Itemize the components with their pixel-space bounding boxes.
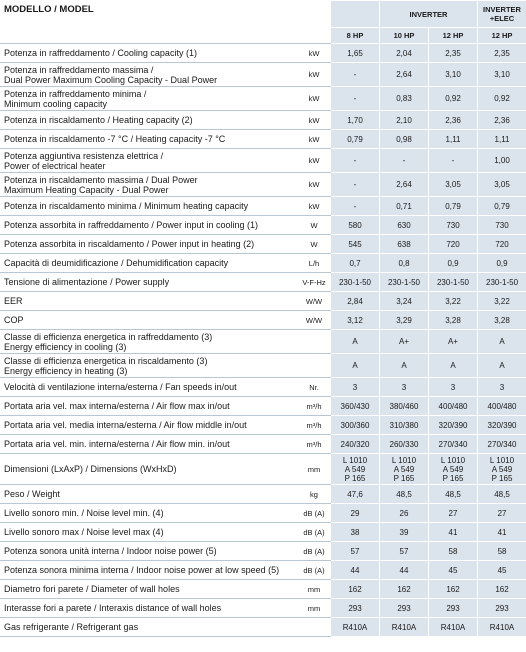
spec-value: 44: [380, 561, 429, 580]
spec-label: [1, 454, 298, 485]
spec-label-line: Energy efficiency in heating (3): [4, 365, 128, 376]
spec-label-line: Dual Power Maximum Cooling Capacity - Dual Power: [4, 74, 218, 85]
spec-value: 3,24: [380, 292, 429, 311]
spec-value: -: [331, 149, 380, 173]
spec-value: 630: [380, 216, 429, 235]
spec-value: [429, 454, 478, 485]
spec-label-line: Capacità di deumidificazione / Dehumidification capacity: [4, 258, 229, 268]
spec-value: 230-1-50: [331, 273, 380, 292]
spec-value: 240/320: [331, 435, 380, 454]
spec-value-line: A 549: [442, 464, 464, 474]
spec-unit: kW: [298, 130, 331, 149]
spec-label: [1, 354, 298, 378]
spec-row: [1, 197, 526, 216]
spec-value-line: L 1010: [440, 455, 466, 465]
spec-label-line: Potenza in raffreddamento / Cooling capacity (1): [4, 48, 197, 58]
spec-unit: kW: [298, 63, 331, 87]
spec-label: [1, 87, 298, 111]
spec-value: 3,12: [331, 311, 380, 330]
model-header-12hp-elec: 12 HP: [478, 28, 526, 44]
spec-unit: kW: [298, 111, 331, 130]
spec-value: 27: [429, 504, 478, 523]
spec-unit: mm: [298, 454, 331, 485]
spec-row: [1, 435, 526, 454]
spec-label: [1, 542, 298, 561]
spec-value: 300/360: [331, 416, 380, 435]
spec-value: 2,10: [380, 111, 429, 130]
spec-value-line: P 165: [393, 473, 415, 483]
spec-table-body: [1, 44, 526, 637]
spec-unit: kW: [298, 87, 331, 111]
spec-value: 2,35: [478, 44, 526, 63]
spec-value: 230-1-50: [380, 273, 429, 292]
spec-value: 3,22: [429, 292, 478, 311]
spec-value: 58: [429, 542, 478, 561]
spec-value: R410A: [478, 618, 526, 637]
spec-value: 27: [478, 504, 526, 523]
unit-header-cell: [298, 1, 331, 44]
spec-unit: [298, 330, 331, 354]
spec-unit: dB (A): [298, 523, 331, 542]
spec-value: 2,04: [380, 44, 429, 63]
spec-label-line: Livello sonoro max / Noise level max (4): [4, 527, 164, 537]
spec-value: 48,5: [478, 485, 526, 504]
spec-unit: Nr.: [298, 378, 331, 397]
spec-value: 29: [331, 504, 380, 523]
spec-value: 293: [429, 599, 478, 618]
spec-value: 162: [478, 580, 526, 599]
spec-value: 730: [478, 216, 526, 235]
spec-value: R410A: [429, 618, 478, 637]
spec-label-line: EER: [4, 296, 23, 306]
spec-value: 3,10: [478, 63, 526, 87]
spec-value: 2,84: [331, 292, 380, 311]
spec-row: [1, 149, 526, 173]
spec-value: 3,05: [429, 173, 478, 197]
spec-value: 3,28: [429, 311, 478, 330]
spec-value: 162: [429, 580, 478, 599]
spec-value: 260/330: [380, 435, 429, 454]
group-header-inverter: INVERTER: [380, 1, 478, 28]
spec-value: 3: [429, 378, 478, 397]
spec-unit: W/W: [298, 292, 331, 311]
spec-unit: [298, 354, 331, 378]
spec-unit: V-F-Hz: [298, 273, 331, 292]
spec-value: 545: [331, 235, 380, 254]
spec-value-line: L 1010: [391, 455, 417, 465]
spec-value: 0,8: [380, 254, 429, 273]
spec-row: [1, 397, 526, 416]
spec-value: 1,65: [331, 44, 380, 63]
spec-label: [1, 311, 298, 330]
spec-label: [1, 149, 298, 173]
spec-label-line: Potenza in raffreddamento minima /: [4, 88, 147, 99]
spec-value: 310/380: [380, 416, 429, 435]
spec-unit: L/h: [298, 254, 331, 273]
spec-row: [1, 618, 526, 637]
spec-value: 0,92: [429, 87, 478, 111]
spec-value: 1,70: [331, 111, 380, 130]
spec-label-line: Interasse fori a parete / Interaxis distance of wall holes: [4, 603, 222, 613]
spec-value: 0,7: [331, 254, 380, 273]
spec-label-line: Velocità di ventilazione interna/esterna / Fan speeds in/out: [4, 382, 237, 392]
spec-row: [1, 454, 526, 485]
spec-value: 360/430: [331, 397, 380, 416]
spec-label: [1, 397, 298, 416]
spec-label: [1, 111, 298, 130]
spec-label-line: Dimensioni (LxAxP) / Dimensions (WxHxD): [4, 464, 177, 474]
spec-row: [1, 311, 526, 330]
spec-value: 1,00: [478, 149, 526, 173]
spec-label-line: Power of electrical heater: [4, 160, 106, 171]
group-header-empty: [331, 1, 380, 28]
spec-value: 320/390: [478, 416, 526, 435]
spec-label-line: COP: [4, 315, 24, 325]
spec-value: A: [429, 354, 478, 378]
spec-label-line: Potenza sonora unità interna / Indoor noise power (5): [4, 546, 217, 556]
spec-value: 162: [331, 580, 380, 599]
spec-value: 48,5: [429, 485, 478, 504]
spec-value: 320/390: [429, 416, 478, 435]
spec-label: [1, 435, 298, 454]
spec-row: [1, 580, 526, 599]
spec-value: A: [331, 354, 380, 378]
spec-value: A: [478, 330, 526, 354]
spec-label-line: Minimum cooling capacity: [4, 98, 108, 109]
spec-label-line: Energy efficiency in cooling (3): [4, 341, 127, 352]
spec-value: 2,35: [429, 44, 478, 63]
spec-row: [1, 416, 526, 435]
spec-value: 0,83: [380, 87, 429, 111]
spec-row: [1, 254, 526, 273]
spec-unit: m³/h: [298, 435, 331, 454]
spec-value: 3,05: [478, 173, 526, 197]
spec-value: 3,29: [380, 311, 429, 330]
spec-label: [1, 330, 298, 354]
group-header-inverter-elec-line1: INVERTER: [483, 5, 521, 14]
spec-row: [1, 599, 526, 618]
spec-value: 638: [380, 235, 429, 254]
spec-row: [1, 44, 526, 63]
spec-label-line: Potenza in riscaldamento / Heating capacity (2): [4, 115, 193, 125]
spec-row: [1, 354, 526, 378]
spec-unit: [298, 618, 331, 637]
spec-value: 230-1-50: [478, 273, 526, 292]
group-header-inverter-elec: [478, 1, 526, 28]
spec-value: 3: [478, 378, 526, 397]
spec-unit: W/W: [298, 311, 331, 330]
spec-row: [1, 378, 526, 397]
spec-value: A: [331, 330, 380, 354]
spec-label-line: Maximum Heating Capacity - Dual Power: [4, 184, 169, 195]
spec-label: [1, 197, 298, 216]
spec-value: 293: [331, 599, 380, 618]
spec-row: [1, 111, 526, 130]
spec-label: [1, 216, 298, 235]
spec-label: [1, 504, 298, 523]
spec-value: R410A: [331, 618, 380, 637]
model-header-8hp: 8 HP: [331, 28, 380, 44]
spec-value: 293: [478, 599, 526, 618]
spec-label-line: Potenza in riscaldamento -7 °C / Heating capacity -7 °C: [4, 134, 226, 144]
spec-label: [1, 130, 298, 149]
spec-label: [1, 378, 298, 397]
spec-value: 3: [331, 378, 380, 397]
spec-value: 0,92: [478, 87, 526, 111]
spec-unit: dB (A): [298, 542, 331, 561]
spec-unit: kW: [298, 44, 331, 63]
spec-value: -: [331, 63, 380, 87]
spec-label: [1, 485, 298, 504]
spec-value: 58: [478, 542, 526, 561]
spec-row: [1, 63, 526, 87]
spec-value: 162: [380, 580, 429, 599]
spec-value: 270/340: [429, 435, 478, 454]
spec-label-line: Diametro fori parete / Diameter of wall holes: [4, 584, 180, 594]
spec-value: 26: [380, 504, 429, 523]
spec-value: 2,64: [380, 63, 429, 87]
spec-value: 0,9: [478, 254, 526, 273]
spec-label-line: Potenza in riscaldamento minima / Minimum heating capacity: [4, 201, 249, 211]
spec-label-line: Potenza assorbita in raffreddamento / Power input in cooling (1): [4, 220, 258, 230]
spec-label-line: Potenza aggiuntiva resistenza elettrica /: [4, 150, 164, 161]
spec-label: [1, 580, 298, 599]
spec-label: [1, 292, 298, 311]
spec-value: A+: [429, 330, 478, 354]
spec-value: 2,36: [429, 111, 478, 130]
spec-label: [1, 173, 298, 197]
spec-value-line: L 1010: [342, 455, 368, 465]
spec-unit: dB (A): [298, 504, 331, 523]
spec-row: [1, 173, 526, 197]
spec-value: 400/480: [429, 397, 478, 416]
spec-value: [478, 454, 526, 485]
spec-value: 41: [478, 523, 526, 542]
spec-value: A: [380, 354, 429, 378]
spec-value: 293: [380, 599, 429, 618]
model-header-label: MODELLO / MODEL: [1, 1, 298, 44]
spec-row: [1, 235, 526, 254]
spec-value-line: P 165: [442, 473, 464, 483]
spec-unit: dB (A): [298, 561, 331, 580]
spec-unit: mm: [298, 599, 331, 618]
spec-label: [1, 618, 298, 637]
spec-label-line: Classe di efficienza energetica in raffreddamento (3): [4, 331, 213, 342]
spec-row: [1, 504, 526, 523]
spec-value-line: A 549: [491, 464, 513, 474]
spec-value: [380, 454, 429, 485]
spec-value: 3: [380, 378, 429, 397]
spec-value: 57: [331, 542, 380, 561]
spec-value: 0,79: [478, 197, 526, 216]
spec-unit: W: [298, 216, 331, 235]
spec-value-line: L 1010: [489, 455, 515, 465]
spec-value: 3,10: [429, 63, 478, 87]
spec-row: [1, 130, 526, 149]
spec-value: -: [429, 149, 478, 173]
spec-value: 45: [478, 561, 526, 580]
spec-label-line: Livello sonoro min. / Noise level min. (4): [4, 508, 164, 518]
spec-label: [1, 599, 298, 618]
spec-value: 3,22: [478, 292, 526, 311]
spec-unit: kg: [298, 485, 331, 504]
spec-value: 1,11: [429, 130, 478, 149]
spec-value: R410A: [380, 618, 429, 637]
spec-value: 1,11: [478, 130, 526, 149]
model-header-12hp: 12 HP: [429, 28, 478, 44]
spec-label-line: Potenza sonora minima interna / Indoor noise power at low speed (5): [4, 565, 280, 575]
spec-label-line: Potenza in raffreddamento massima /: [4, 64, 154, 75]
spec-value: 720: [429, 235, 478, 254]
spec-value: 580: [331, 216, 380, 235]
spec-value: 0,98: [380, 130, 429, 149]
spec-value: A: [478, 354, 526, 378]
spec-unit: kW: [298, 197, 331, 216]
spec-value: 3,28: [478, 311, 526, 330]
spec-label-line: Gas refrigerante / Refrigerant gas: [4, 622, 139, 632]
spec-value: 0,79: [429, 197, 478, 216]
spec-value: 39: [380, 523, 429, 542]
spec-value-line: A 549: [344, 464, 366, 474]
spec-value: -: [380, 149, 429, 173]
spec-unit: kW: [298, 173, 331, 197]
spec-unit: W: [298, 235, 331, 254]
spec-label: [1, 561, 298, 580]
spec-row: [1, 216, 526, 235]
spec-value: -: [331, 87, 380, 111]
spec-label-line: Potenza in riscaldamento massima / Dual Power: [4, 174, 198, 185]
spec-value: 44: [331, 561, 380, 580]
spec-value: -: [331, 197, 380, 216]
spec-unit: m³/h: [298, 416, 331, 435]
model-header-10hp: 10 HP: [380, 28, 429, 44]
spec-label: [1, 416, 298, 435]
spec-unit: kW: [298, 149, 331, 173]
spec-label-line: Potenza assorbita in riscaldamento / Power input in heating (2): [4, 239, 255, 249]
spec-label-line: Tensione di alimentazione / Power supply: [4, 277, 170, 287]
spec-label: [1, 523, 298, 542]
spec-value: 38: [331, 523, 380, 542]
spec-row: [1, 523, 526, 542]
spec-row: [1, 561, 526, 580]
spec-value: 0,9: [429, 254, 478, 273]
spec-value: A+: [380, 330, 429, 354]
spec-value: 270/340: [478, 435, 526, 454]
spec-value-line: A 549: [393, 464, 415, 474]
group-header-inverter-elec-line2: +ELEC: [489, 14, 515, 23]
spec-label-line: Classe di efficienza energetica in riscaldamento (3): [4, 355, 208, 366]
spec-value: 380/460: [380, 397, 429, 416]
spec-value: 400/480: [478, 397, 526, 416]
spec-value: 41: [429, 523, 478, 542]
spec-unit: m³/h: [298, 397, 331, 416]
spec-label: [1, 273, 298, 292]
spec-value: 730: [429, 216, 478, 235]
spec-label: [1, 254, 298, 273]
spec-value: 57: [380, 542, 429, 561]
spec-label-line: Portata aria vel. media interna/esterna / Air flow middle in/out: [4, 420, 247, 430]
spec-label: [1, 44, 298, 63]
spec-value: 45: [429, 561, 478, 580]
spec-value: 0,79: [331, 130, 380, 149]
spec-value: -: [331, 173, 380, 197]
spec-unit: mm: [298, 580, 331, 599]
spec-value: 2,64: [380, 173, 429, 197]
spec-row: [1, 273, 526, 292]
spec-row: [1, 330, 526, 354]
spec-value: 47,6: [331, 485, 380, 504]
spec-label: [1, 235, 298, 254]
spec-label-line: Portata aria vel. max interna/esterna / Air flow max in/out: [4, 401, 230, 411]
spec-value-line: P 165: [344, 473, 366, 483]
spec-value: 2,36: [478, 111, 526, 130]
spec-label-line: Peso / Weight: [4, 489, 60, 499]
spec-value: [331, 454, 380, 485]
spec-value: 0,71: [380, 197, 429, 216]
spec-label: [1, 63, 298, 87]
spec-value-line: P 165: [491, 473, 513, 483]
spec-row: [1, 542, 526, 561]
spec-row: [1, 87, 526, 111]
spec-row: [1, 292, 526, 311]
spec-value: 48,5: [380, 485, 429, 504]
spec-value: 230-1-50: [429, 273, 478, 292]
spec-row: [1, 485, 526, 504]
spec-label-line: Portata aria vel. min. interna/esterna / Air flow min. in/out: [4, 439, 230, 449]
spec-value: 720: [478, 235, 526, 254]
